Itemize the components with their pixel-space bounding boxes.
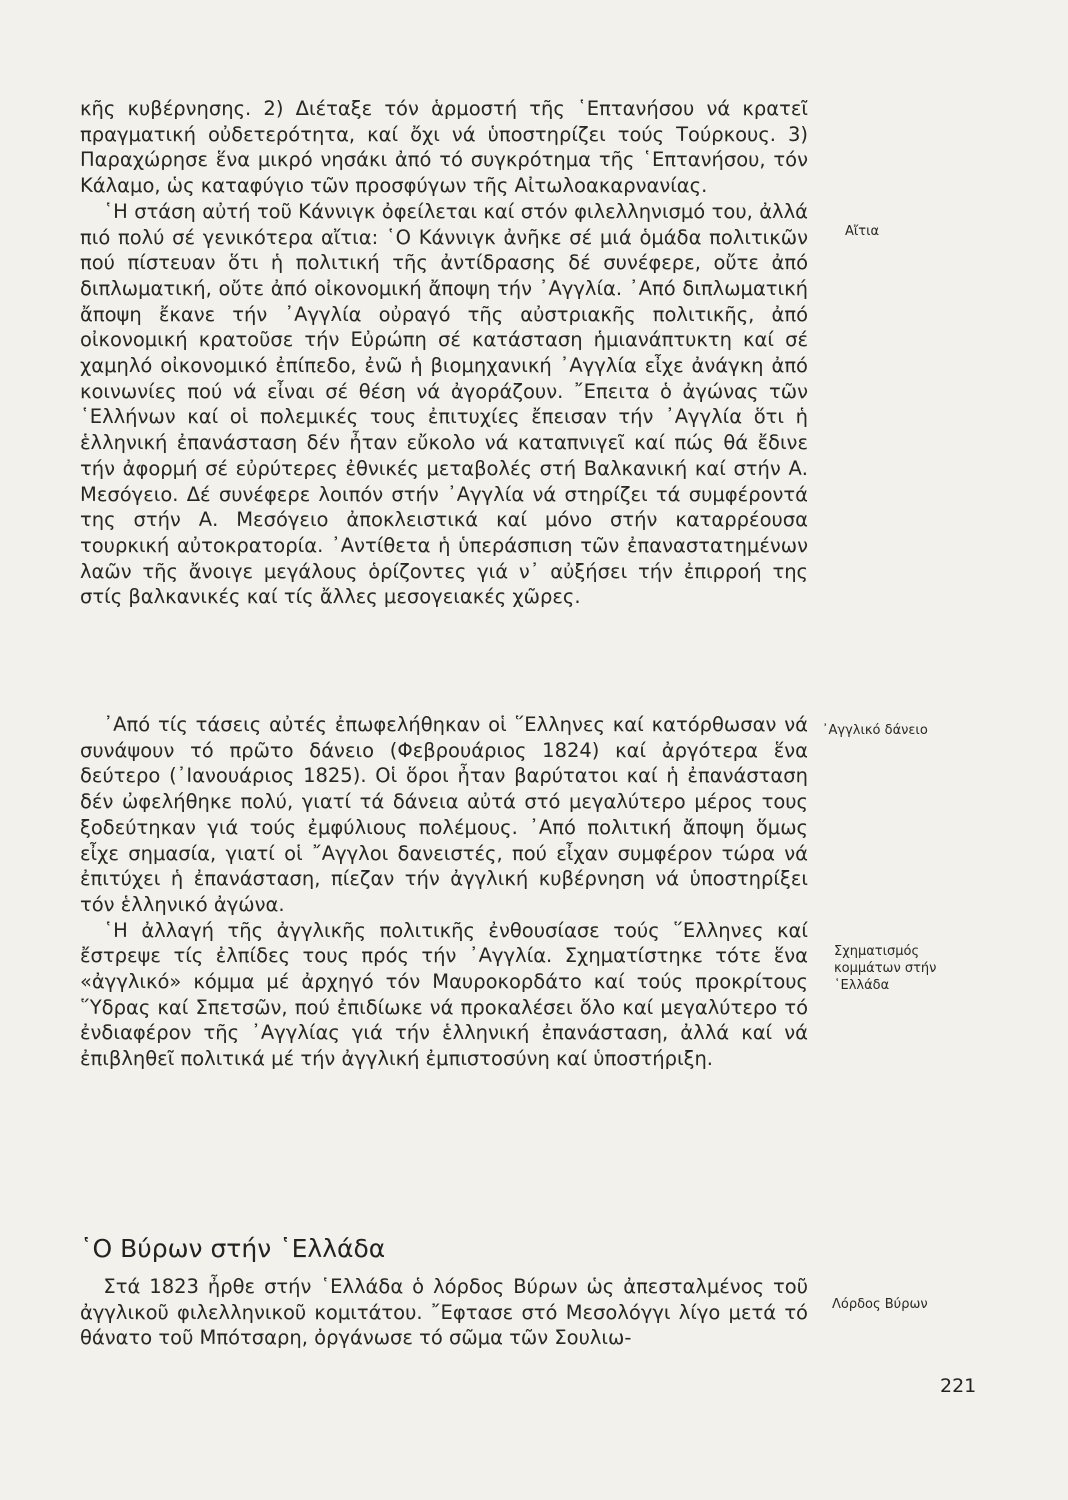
paragraph-causes: ῾Η στάση αὐτή τοῦ Κάννιγκ ὀφείλεται καί στόν φιλελληνισμό του, ἀλλά πιό πολύ σέ γενικότερα αἴτια: ῾Ο Κάννιγκ ἀνῆκε σέ μιά ὁμάδα πολιτικῶν πού πίστευαν ὅτι ἡ πολιτική τῆς ἀντίδρασης δέ συνέφερε, οὔτε ἀπό διπλωματική, οὔτε ἀπό οἰκονομική ἄποψη τήν ᾿Αγγλία. ᾿Από διπλωματική ἄποψη ἔκανε τήν ᾿Αγγλία οὐραγό τῆς αὐστριακῆς πολιτικῆς, ἀπό οἰκονομική κρατοῦσε τήν Εὐρώπη σέ κατάσταση ἡμιανάπτυκτη καί σέ χαμηλό οἰκονομικό ἐπίπεδο, ἐνῶ ἡ βιομηχανική ᾿Αγγλία εἶχε ἀνάγκη ἀπό κοινωνίες πού νά εἶναι σέ θέση νά ἀγοράζουν. ῎Επειτα ὁ ἀγώνας τῶν ῾Ελλήνων καί οἱ πολεμικές τους ἐπιτυχίες ἔπεισαν τήν ᾿Αγγλία ὅτι ἡ ἑλληνική ἐπανάσταση δέν ἦταν εὔκολο νά καταπνιγεῖ καί πώς θά ἔδινε τήν ἀφορμή σέ εὐρύτερες ἐθνικές μεταβολές στή Βαλκανική καί στήν Α. Μεσόγειο. Δέ συνέφερε λοιπόν στήν ᾿Αγγλία νά στηρίζει τά συμφέροντά της στήν Α. Μεσόγειο ἀποκλειστικά καί μόνο στήν καταρρέουσα τουρκική αὐτοκρατορία. ᾿Αντίθετα ἡ ὑπεράσπιση τῶν ἐπαναστατημένων λαῶν τῆς ἄνοιγε μεγάλους ὁρίζοντες γιά ν᾿ αὐξήσει τήν ἐπιρροή της στίς βαλκανικές καί τίς ἄλλες μεσογειακές χῶρες.: [80, 199, 808, 609]
paragraph-parties: ῾Η ἀλλαγή τῆς ἀγγλικῆς πολιτικῆς ἐνθουσίασε τούς ῞Ελληνες καί ἔστρεψε τίς ἐλπίδες τους πρός τήν ᾿Αγγλία. Σχηματίστηκε τότε ἕνα «ἀγγλικό» κόμμα μέ ἀρχηγό τόν Μαυροκορδάτο καί τούς προκρίτους ῞Υδρας καί Σπετσῶν, πού ἐπιδίωκε νά προκαλέσει ὅλο καί μεγαλύτερο τό ἐνδιαφέρον τῆς ᾿Αγγλίας γιά τήν ἑλληνική ἐπανάσταση, ἀλλά καί νά ἐπιβληθεῖ πολιτικά μέ τήν ἀγγλική ἐμπιστοσύνη καί ὑποστήριξη.: [80, 918, 808, 1071]
text-block-3: [80, 1274, 808, 1351]
text-block-2: [80, 712, 808, 1072]
paragraph-loan: ᾿Από τίς τάσεις αὐτές ἐπωφελήθηκαν οἱ ῞Ελληνες καί κατόρθωσαν νά συνάψουν τό πρῶτο δάνειο (Φεβρουάριος 1824) καί ἀργότερα ἕνα δεύτερο (᾿Ιανουάριος 1825). Οἱ ὅροι ἦταν βαρύτατοι καί ἡ ἐπανάσταση δέν ὠφελήθηκε πολύ, γιατί τά δάνεια αὐτά στό μεγαλύτερο μέρος τους ξοδεύτηκαν γιά τούς ἐμφύλιους πολέμους. ᾿Από πολιτική ἄποψη ὅμως εἶχε σημασία, γιατί οἱ ῎Αγγλοι δανειστές, πού εἶχαν συμφέρον τώρα νά ἐπιτύχει ἡ ἐπανάσταση, πίεζαν τήν ἀγγλική κυβέρνηση νά ὑποστηρίξει τόν ἑλληνικό ἀγώνα.: [80, 713, 808, 916]
margin-note-parties: Σχηματισμός κομμάτων στήν ῾Ελλάδα: [834, 944, 937, 993]
paragraph-byron: Στά 1823 ἦρθε στήν ῾Ελλάδα ὁ λόρδος Βύρων ὡς ἀπεσταλμένος τοῦ ἀγγλικοῦ φιλελληνικοῦ κομιτάτου. ῎Εφτασε στό Μεσολόγγι λίγο μετά τό θάνατο τοῦ Μπότσαρη, ὀργάνωσε τό σῶμα τῶν Σουλιω-: [80, 1275, 808, 1350]
section-heading: ῾Ο Βύρων στήν ῾Ελλάδα: [80, 1234, 386, 1263]
margin-note-aitia: Αἴτια: [845, 224, 880, 239]
margin-note-english-loan: ᾿Αγγλικό δάνειο: [822, 723, 928, 738]
margin-note-lord-byron: Λόρδος Βύρων: [832, 1297, 928, 1312]
page-number: 221: [940, 1375, 977, 1397]
paragraph-continuation: κῆς κυβέρνησης. 2) Διέταξε τόν ἁρμοστή τῆς ῾Επτανήσου νά κρατεῖ πραγματική οὐδετερότητα, καί ὄχι νά ὑποστηρίζει τούς Τούρκους. 3) Παραχώρησε ἕνα μικρό νησάκι ἀπό τό συγκρότημα τῆς ῾Επτανήσου, τόν Κάλαμο, ὡς καταφύγιο τῶν προσφύγων τῆς Αἰτωλοακαρνανίας.: [80, 97, 808, 198]
text-block-1: [80, 96, 808, 610]
